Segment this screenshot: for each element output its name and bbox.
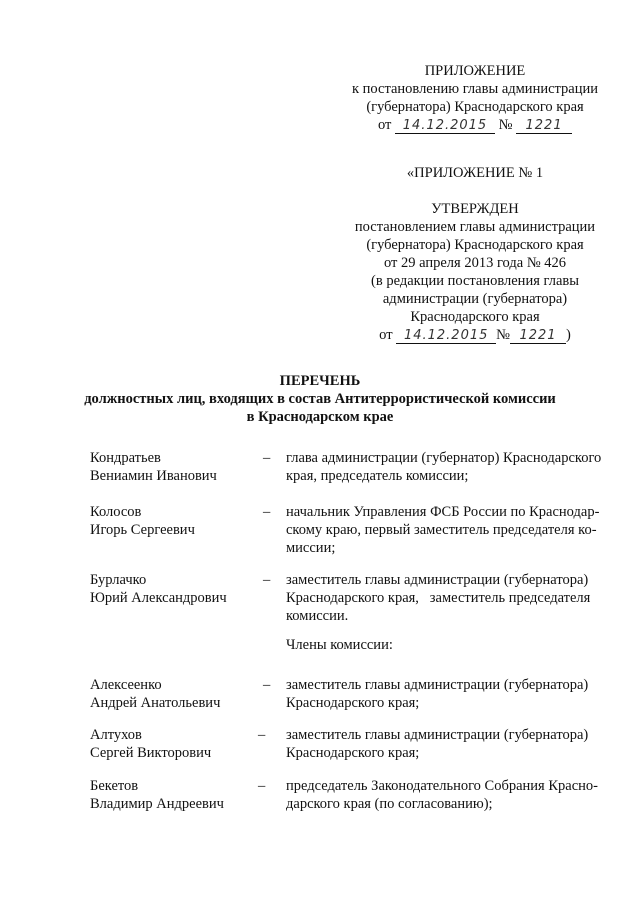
- appendix-number-prefix: №: [498, 117, 513, 133]
- member-role-line: начальник Управления ФСБ России по Краснодар-: [286, 504, 600, 520]
- member-surname: Кондратьев: [90, 450, 161, 466]
- approved-number-prefix: №: [496, 327, 511, 343]
- approved-number-handwritten: 1221: [519, 328, 557, 343]
- member-role: [286, 449, 606, 485]
- member-given-name: Владимир Андреевич: [90, 796, 224, 812]
- approved-from-prefix: от: [379, 327, 393, 343]
- approved-line-6: Краснодарского края: [410, 309, 540, 325]
- member-role-line: заместитель главы администрации (губернатора): [286, 572, 589, 588]
- member-surname: Алексеенко: [90, 677, 162, 693]
- member-name: [90, 726, 260, 762]
- member-given-name: Игорь Сергеевич: [90, 522, 195, 538]
- member-role-line: заместитель главы администрации (губернатора): [286, 677, 589, 693]
- member-name: [90, 571, 260, 607]
- appendix-date-line: [340, 116, 610, 134]
- member-role-line: глава администрации (губернатор) Краснодарского: [286, 450, 602, 466]
- member-role: [286, 503, 606, 557]
- approved-line-2: (губернатора) Краснодарского края: [366, 237, 584, 253]
- heading-line-2: должностных лиц, входящих в состав Антитеррористической комиссии: [84, 391, 556, 407]
- member-surname: Бекетов: [90, 778, 139, 794]
- member-role-line: Краснодарского края;: [286, 695, 420, 711]
- member-role-line: комиссии.: [286, 608, 349, 624]
- member-name: [90, 503, 260, 539]
- member-role-line: скому краю, первый заместитель председателя ко-: [286, 522, 597, 538]
- member-given-name: Сергей Викторович: [90, 745, 212, 761]
- dash: –: [263, 450, 271, 466]
- approved-line-3: от 29 апреля 2013 года № 426: [383, 255, 567, 271]
- appendix-line-2: (губернатора) Краснодарского края: [366, 99, 584, 115]
- member-role-line: заместитель главы администрации (губернатора): [286, 727, 589, 743]
- member-given-name: Юрий Александрович: [90, 590, 227, 606]
- member-surname: Алтухов: [90, 727, 142, 743]
- members-heading: Члены комиссии:: [286, 637, 393, 653]
- member-name: [90, 676, 260, 712]
- approved-title: УТВЕРЖДЕН: [431, 201, 519, 217]
- dash: –: [263, 677, 271, 693]
- member-surname: Колосов: [90, 504, 142, 520]
- approved-line-5: администрации (губернатора): [382, 291, 568, 307]
- dash: –: [263, 504, 271, 520]
- dash: –: [258, 778, 266, 794]
- member-role: [286, 777, 606, 813]
- approved-line-4: (в редакции постановления главы: [371, 273, 579, 289]
- member-name: [90, 777, 260, 813]
- appendix-title: ПРИЛОЖЕНИЕ: [424, 63, 526, 79]
- approved-date-line: [340, 326, 610, 344]
- member-role-line: Краснодарского края, заместитель председателя: [286, 590, 591, 606]
- appendix-line-1: к постановлению главы администрации: [351, 81, 599, 97]
- appendix-from-prefix: от: [377, 117, 392, 133]
- member-given-name: Вениамин Иванович: [90, 468, 217, 484]
- member-role: [286, 571, 606, 625]
- member-surname: Бурлачко: [90, 572, 147, 588]
- approved-date-handwritten: 14.12.2015: [403, 328, 489, 343]
- dash: –: [258, 727, 266, 743]
- member-role-line: миссии;: [286, 540, 336, 556]
- member-role-line: председатель Законодательного Собрания Красно-: [286, 778, 598, 794]
- member-name: [90, 449, 260, 485]
- member-given-name: Андрей Анатольевич: [90, 695, 221, 711]
- heading-line-3: в Краснодарском крае: [246, 409, 394, 425]
- approved-line-1: постановлением главы администрации: [354, 219, 596, 235]
- appendix-quote: «ПРИЛОЖЕНИЕ № 1: [406, 165, 544, 181]
- member-role-line: дарского края (по согласованию);: [286, 796, 493, 812]
- appendix-date-handwritten: 14.12.2015: [402, 118, 488, 133]
- appendix-number-handwritten: 1221: [525, 118, 563, 133]
- heading-line-1: ПЕРЕЧЕНЬ: [279, 373, 361, 389]
- member-role-line: края, председатель комиссии;: [286, 468, 469, 484]
- member-role: [286, 676, 606, 712]
- approved-close-paren: ): [566, 327, 571, 343]
- dash: –: [263, 572, 271, 588]
- member-role-line: Краснодарского края;: [286, 745, 420, 761]
- member-role: [286, 726, 606, 762]
